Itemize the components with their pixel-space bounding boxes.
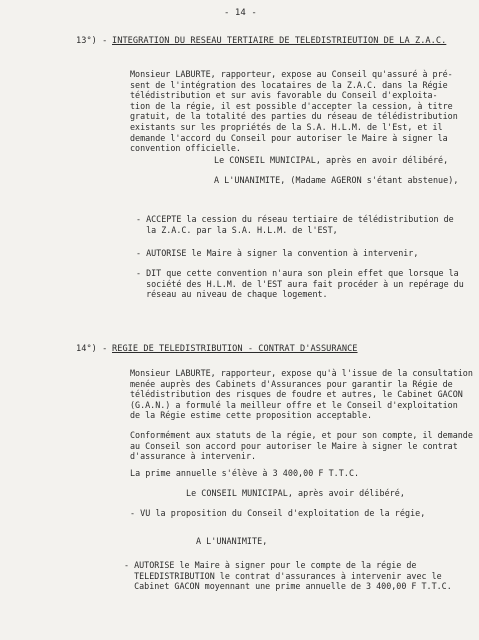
body-line: d'assurance à intervenir. [130, 451, 257, 462]
section-13-decision-accepte [136, 214, 454, 235]
section-13-title: INTEGRATION DU RESEAU TERTIAIRE DE TELEDISTRIEUTION DE LA Z.A.C. [112, 36, 447, 46]
decision-line: - ACCEPTE la cession du réseau tertiaire de télédistribution de [136, 214, 454, 224]
section-14-premium: La prime annuelle s'élève à 3 400,00 F T.T.C. [130, 468, 360, 478]
body-line: existants sur les propriétés de la S.A. H.L.M. de l'Est, et il [130, 121, 443, 132]
section-13-decision-autorise [136, 248, 418, 259]
section-14-decision [124, 560, 452, 592]
decision-line: - DIT que cette convention n'aura son plein effet que lorsque la [136, 268, 459, 278]
section-14-body-1 [130, 368, 473, 421]
body-line: (G.A.N.) a formulé la meilleur offre et le Conseil d'exploitation [130, 399, 458, 410]
body-line: Monsieur LABURTE, rapporteur, expose qu'à l'issue de la consultation [130, 368, 473, 378]
section-14-vu: - VU la proposition du Conseil d'exploitation de la régie, [130, 508, 426, 518]
decision-line: Cabinet GACON moyennant une prime annuelle de 3 400,00 F T.T.C. [124, 581, 452, 592]
body-line: menée auprès des Cabinets d'Assurances pour garantir la Régie de [130, 378, 453, 389]
body-line: demande l'accord du Conseil pour autoriser le Maire à signer la [130, 132, 448, 143]
section-14-vote: A L'UNANIMITE, [196, 536, 268, 546]
section-14-title: REGIE DE TELEDISTRIBUTION - CONTRAT D'ASSURANCE [112, 344, 358, 354]
section-14-body-2 [130, 430, 473, 462]
body-line: de la Régie estime cette proposition acceptable. [130, 410, 373, 421]
section-13-decision-dit [136, 268, 464, 300]
body-line: Monsieur LABURTE, rapporteur, expose au Conseil qu'assuré à pré- [130, 69, 453, 79]
body-line: sent de l'intégration des locataires de la Z.A.C. dans la Régie [130, 79, 448, 90]
body-line: Conformément aux statuts de la régie, et pour son compte, il demande [130, 430, 473, 440]
decision-line: - AUTORISE le Maire à signer pour le compte de la régie de [124, 560, 417, 570]
section-14-number: 14°) - [76, 344, 108, 354]
body-line: télédistribution des risques de foudre et autres, le Cabinet GACON [130, 389, 463, 400]
body-line: convention officielle. [130, 143, 241, 154]
section-13-body [130, 69, 458, 154]
section-13-number: 13°) - [76, 36, 108, 46]
decision-line: société des H.L.M. de l'EST aura fait procéder à un repérage du [136, 278, 464, 289]
body-line: au Conseil son accord pour autoriser le Maire à signer le contrat [130, 440, 458, 451]
section-14-council: Le CONSEIL MUNICIPAL, après avoir délibéré, [186, 488, 405, 498]
section-13-council: Le CONSEIL MUNICIPAL, après en avoir délibéré, [214, 155, 449, 165]
decision-line: TELEDISTRIBUTION le contrat d'assurances à intervenir avec le [124, 570, 442, 581]
body-line: télédistribution et sur avis favorable du Conseil d'exploita- [130, 90, 438, 101]
section-13-vote: A L'UNANIMITE, (Madame AGERON s'étant abstenue), [214, 175, 459, 185]
decision-line: réseau au niveau de chaque logement. [136, 289, 328, 300]
body-line: tion de la régie, il est possible d'accepter la cession, à titre [130, 100, 453, 111]
body-line: gratuit, de la totalité des parties du réseau de télédistribution [130, 111, 458, 122]
page-number: - 14 - [224, 8, 257, 18]
decision-line: la Z.A.C. par la S.A. H.L.M. de l'EST, [136, 224, 338, 235]
decision-line: - AUTORISE le Maire à signer la convention à intervenir, [136, 248, 419, 258]
